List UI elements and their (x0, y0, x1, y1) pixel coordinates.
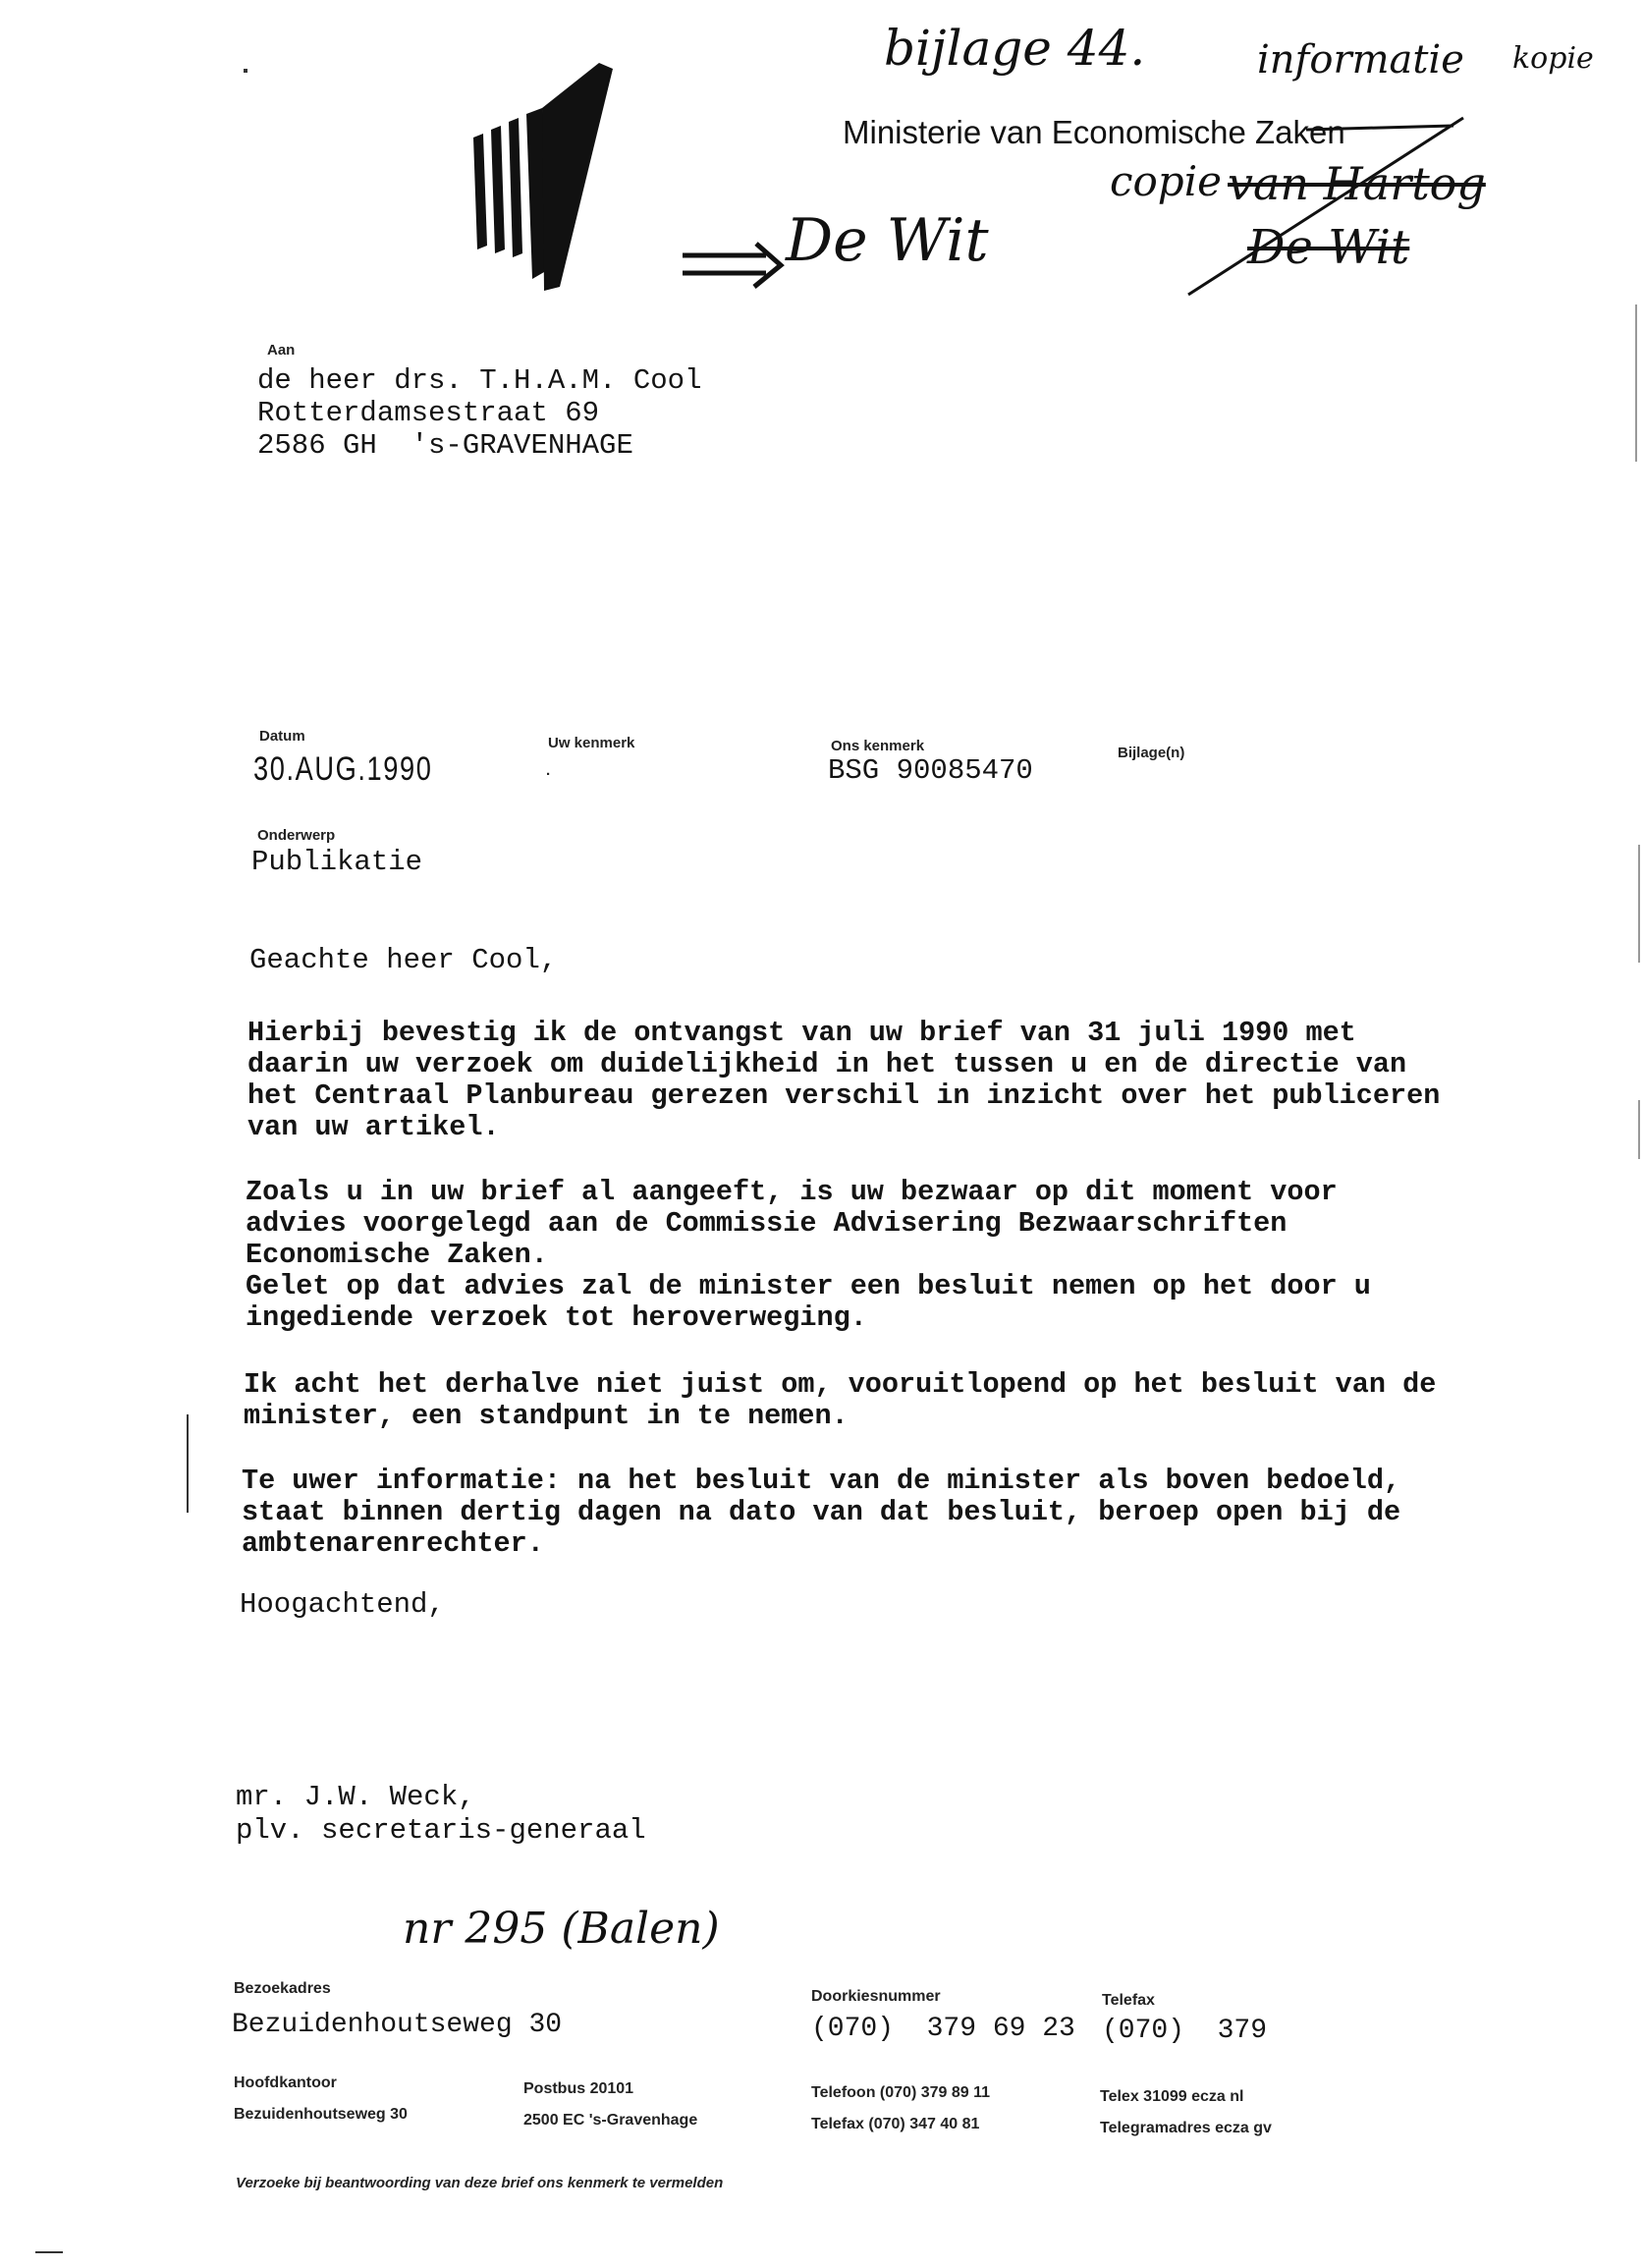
address-label: Aan (267, 342, 296, 359)
handwritten-kopie: kopie (1512, 41, 1594, 76)
scan-mark (1638, 845, 1640, 963)
doorkies-value: (070) 379 69 23 (811, 2014, 1075, 2044)
bezoekadres-label: Bezoekadres (234, 1980, 331, 1997)
handwritten-footer-note: nr 295 (Balen) (403, 1904, 720, 1954)
telegram-line: Telegramadres ecza gv (1100, 2120, 1272, 2136)
ons-kenmerk-label: Ons kenmerk (831, 738, 925, 754)
doorkies-label: Doorkiesnummer (811, 1988, 941, 2005)
address-line: de heer drs. T.H.A.M. Cool (257, 364, 702, 397)
hoofdkantoor-label: Hoofdkantoor (234, 2074, 337, 2091)
logo-stripe (473, 134, 487, 249)
telefax-value: (070) 379 (1102, 2016, 1268, 2046)
annotation-arrow (678, 236, 786, 295)
handwritten-copie: copie (1110, 157, 1222, 205)
uw-kenmerk-value: . (546, 762, 551, 779)
ministry-name: Ministerie van Economische Zaken (843, 114, 1345, 150)
bezoekadres-value: Bezuidenhoutseweg 30 (232, 2010, 563, 2040)
scan-mark (35, 2251, 63, 2253)
telex-line: Telex 31099 ecza nl (1100, 2088, 1244, 2105)
handwritten-informatie: informatie (1257, 37, 1464, 83)
bijlagen-label: Bijlage(n) (1118, 745, 1185, 761)
paragraph-1: Hierbij bevestig ik de ontvangst van uw brief van 31 juli 1990 met daarin uw verzoek om duidelijkheid in het tussen u en de directie van het Centraal Planbureau gerezen verschil in inzicht over het publiceren van uw artikel. (247, 1017, 1441, 1143)
salutation: Geachte heer Cool, (249, 944, 558, 976)
scan-mark (187, 1414, 189, 1513)
handwritten-bijlage: bijlage 44. (884, 20, 1146, 77)
paragraph-2: Zoals u in uw brief al aangeeft, is uw bezwaar op dit moment voor advies voorgelegd aan de Commissie Advisering Bezwaarschriften Economische Zaken. Gelet op dat advies zal de minister een besluit nemen op het door u ingediende verzoek tot heroverweging. (246, 1176, 1371, 1334)
address-line: 2586 GH 's-GRAVENHAGE (257, 429, 633, 462)
uw-kenmerk-label: Uw kenmerk (548, 735, 635, 751)
signatory-title: plv. secretaris-generaal (236, 1814, 646, 1847)
handwritten-van-hartog: van Hartog (1228, 157, 1486, 210)
datum-label: Datum (259, 728, 305, 745)
telefax-label: Telefax (1102, 1992, 1155, 2009)
onderwerp-value: Publikatie (251, 846, 423, 878)
hoofdkantoor-value: Bezuidenhoutseweg 30 (234, 2106, 408, 2123)
paragraph-3: Ik acht het derhalve niet juist om, vooruitlopend op het besluit van de minister, een standpunt in te nemen. (244, 1368, 1437, 1432)
address-line: Rotterdamsestraat 69 (257, 397, 600, 429)
telefax-line: Telefax (070) 347 40 81 (811, 2116, 980, 2132)
ons-kenmerk-value: BSG 90085470 (828, 754, 1033, 787)
postbus-label: Postbus 20101 (523, 2080, 634, 2097)
signatory-name: mr. J.W. Weck, (236, 1781, 475, 1813)
onderwerp-label: Onderwerp (257, 827, 336, 844)
postbus-value: 2500 EC 's-Gravenhage (523, 2112, 698, 2129)
scan-mark (244, 69, 247, 73)
ministry-logo (462, 59, 648, 295)
closing: Hoogachtend, (240, 1588, 445, 1621)
handwritten-de-wit: De Wit (1247, 220, 1410, 275)
logo-stripe (491, 126, 505, 253)
scan-mark (1635, 304, 1637, 462)
telefoon-line: Telefoon (070) 379 89 11 (811, 2084, 991, 2101)
datum-stamp: 30.AUG.1990 (253, 750, 433, 788)
logo-stripe (542, 63, 613, 291)
logo-stripe (509, 118, 522, 257)
annotation-strike (1178, 108, 1473, 304)
footer-note: Verzoeke bij beantwoording van deze brief ons kenmerk te vermelden (236, 2175, 724, 2191)
scan-mark (1638, 1100, 1640, 1159)
paragraph-4: Te uwer informatie: na het besluit van de minister als boven bedoeld, staat binnen dertig dagen na dato van dat besluit, beroep open bij de ambtenarenrechter. (242, 1465, 1401, 1560)
handwritten-arrow-de-wit: De Wit (786, 206, 989, 275)
